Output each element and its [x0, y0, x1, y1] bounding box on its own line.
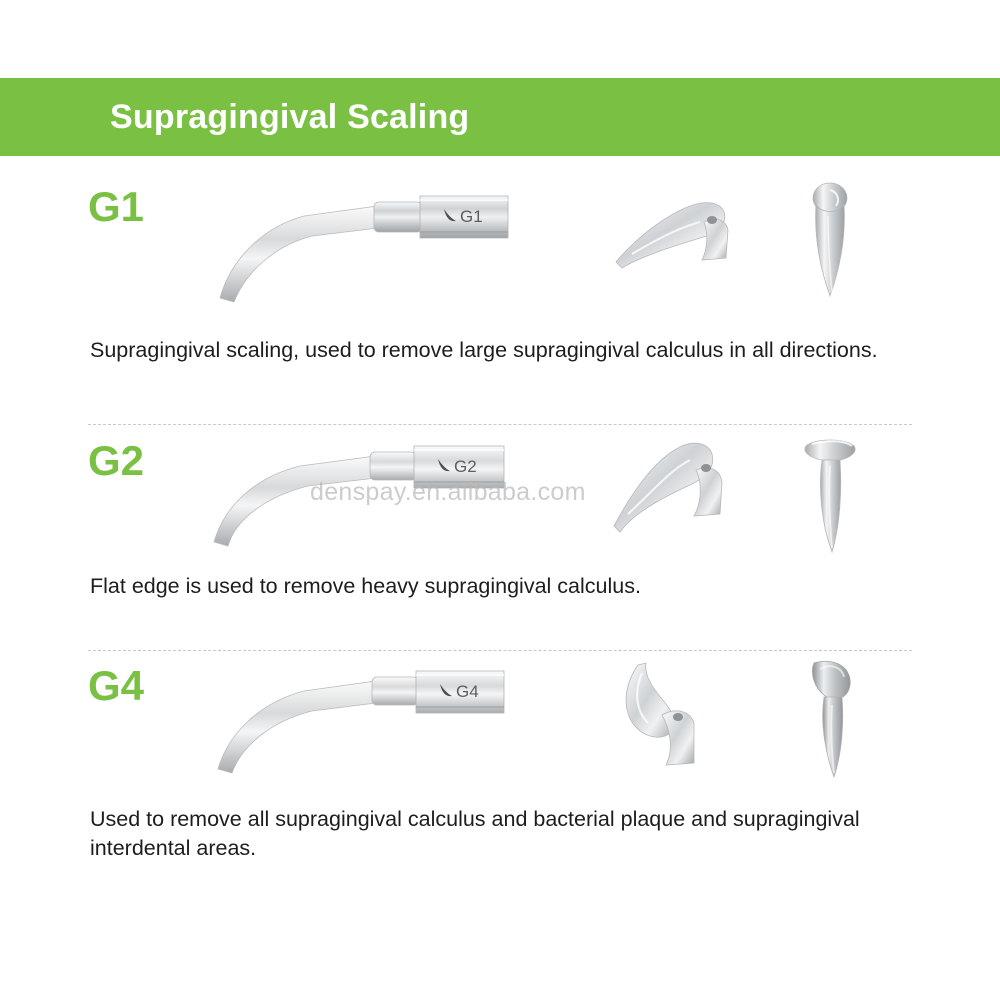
tip-images-g4: [88, 655, 912, 805]
tip-angled-view: [608, 655, 738, 775]
tip-code-label: G1: [88, 183, 145, 230]
tip-angled-view: [608, 176, 738, 296]
row-divider: [88, 650, 912, 651]
tip-images-g1: [88, 176, 912, 326]
tip-description: Supragingival scaling, used to remove large supragingival calculus in all directions.: [90, 338, 878, 362]
engraved-code-g4: G4: [456, 682, 479, 701]
tip-side-view: [208, 655, 538, 805]
page-title: Supragingival Scaling: [110, 97, 470, 136]
engraved-code-g2: G2: [454, 457, 477, 476]
watermark-text: denspay.en.alibaba.com: [310, 478, 586, 506]
section-banner: [0, 78, 1000, 156]
engraved-code-g1: G1: [460, 207, 483, 226]
tip-front-view: [788, 430, 878, 560]
tip-row-g4: [88, 655, 912, 861]
tip-angled-view: [608, 430, 738, 550]
tip-code-label: G4: [88, 662, 145, 709]
tip-row-g1: [88, 176, 912, 362]
tip-description: Used to remove all supragingival calculus and bacterial plaque and supragingival interdental areas.: [90, 807, 860, 861]
tip-front-view: [788, 176, 878, 306]
tip-side-view: [208, 176, 538, 326]
tip-front-view: [788, 655, 878, 785]
tip-code-label: G2: [88, 437, 145, 484]
row-divider: [88, 424, 912, 425]
tip-description: Flat edge is used to remove heavy supragingival calculus.: [90, 574, 641, 598]
